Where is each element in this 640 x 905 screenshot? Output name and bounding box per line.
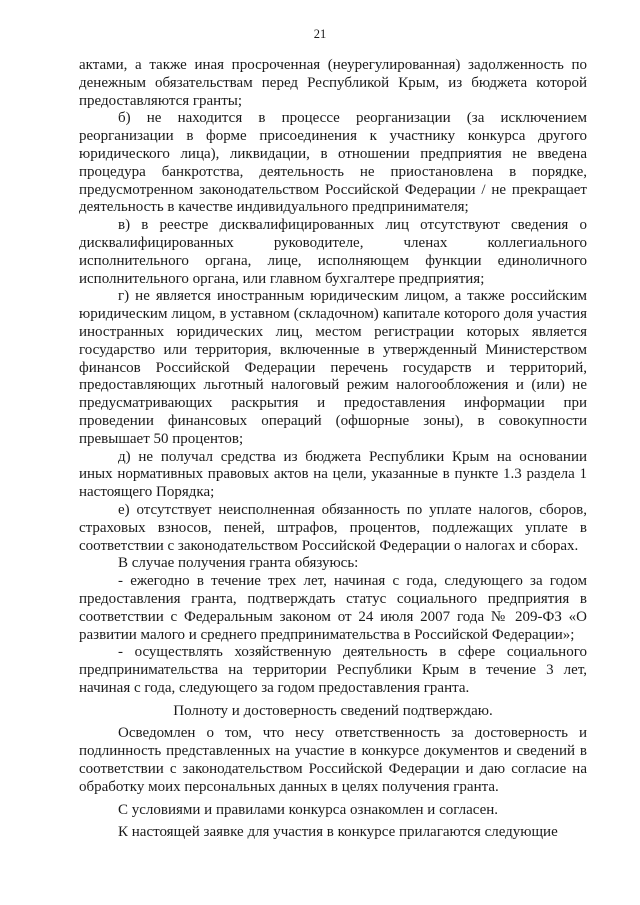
paragraph-item-v: в) в реестре дисквалифицированных лиц отсутствуют сведения о дисквалифицированных руководителе, членах коллегиального исполнительного органа, лице, исполняющем функции единоличного исполнительного органа, или главном бухгалтере предприятия; (79, 217, 587, 287)
paragraph-responsibility: Осведомлен о том, что несу ответственность за достоверность и подлинность представленных на участие в конкурсе документов и сведений в соответствии с законодательством Российской Федерации и даю согласие на обработку моих персональных данных в целях получения гранта. (79, 725, 587, 795)
paragraph-obligations-intro: В случае получения гранта обязуюсь: (118, 555, 359, 572)
paragraph-item-g: г) не является иностранным юридическим лицом, а также российским юридическим лицом, в уставном (складочном) капитале которого доля участия иностранных юридических лиц, местом регистрации которых является государство или территория, включенные в утвержденный Министерством финансов Российской Федерации перечень государств и территорий, предоставляющих льготный налоговый режим налогообложения и (или) не предусматривающих раскрытия и предоставления информации при проведении финансовых операций (офшорные зоны), в совокупности превышает 50 процентов; (79, 288, 587, 447)
paragraph-item-e: е) отсутствует неисполненная обязанность по уплате налогов, сборов, страховых взносов, пеней, штрафов, процентов, подлежащих уплате в соответствии с законодательством Российской Федерации о налогах и сборах. (79, 501, 587, 554)
paragraph-attachments: К настоящей заявке для участия в конкурсе прилагаются следующие (118, 824, 558, 841)
page-number: 21 (313, 27, 327, 41)
paragraph-continuation: актами, а также иная просроченная (неурегулированная) задолженность по денежным обязательствам перед Республикой Крым, из бюджета которой предоставляются гранты; (79, 57, 587, 109)
document-body (79, 57, 587, 842)
paragraph-agreement: С условиями и правилами конкурса ознакомлен и согласен. (118, 801, 499, 818)
paragraph-obligation-confirm-status: - ежегодно в течение трех лет, начиная с года, следующего за годом предоставления гранта, подтверждать статус социального предприятия в соответствии с Федеральным законом от 24 июля 2007 года № 209-ФЗ «О развитии малого и среднего предпринимательства в Российской Федерации»; (79, 573, 587, 643)
paragraph-item-b: б) не находится в процессе реорганизации (за исключением реорганизации в форме присоединения к участнику конкурса другого юридического лица), ликвидации, в отношении предприятия не введена процедура банкротства, деятельность не приостановлена в порядке, предусмотренном законодательством Российской Федерации / не прекращает деятельность в качестве индивидуального предпринимателя; (79, 110, 587, 216)
paragraph-item-d: д) не получал средства из бюджета Республики Крым на основании иных нормативных правовых актов на цели, указанные в пункте 1.3 раздела 1 настоящего Порядка; (79, 448, 587, 501)
paragraph-confirmation: Полноту и достоверность сведений подтверждаю. (173, 702, 493, 719)
paragraph-obligation-activity: - осуществлять хозяйственную деятельность в сфере социального предпринимательства на территории Республики Крым в течение 3 лет, начиная с года, следующего за годом предоставления гранта. (79, 644, 587, 696)
